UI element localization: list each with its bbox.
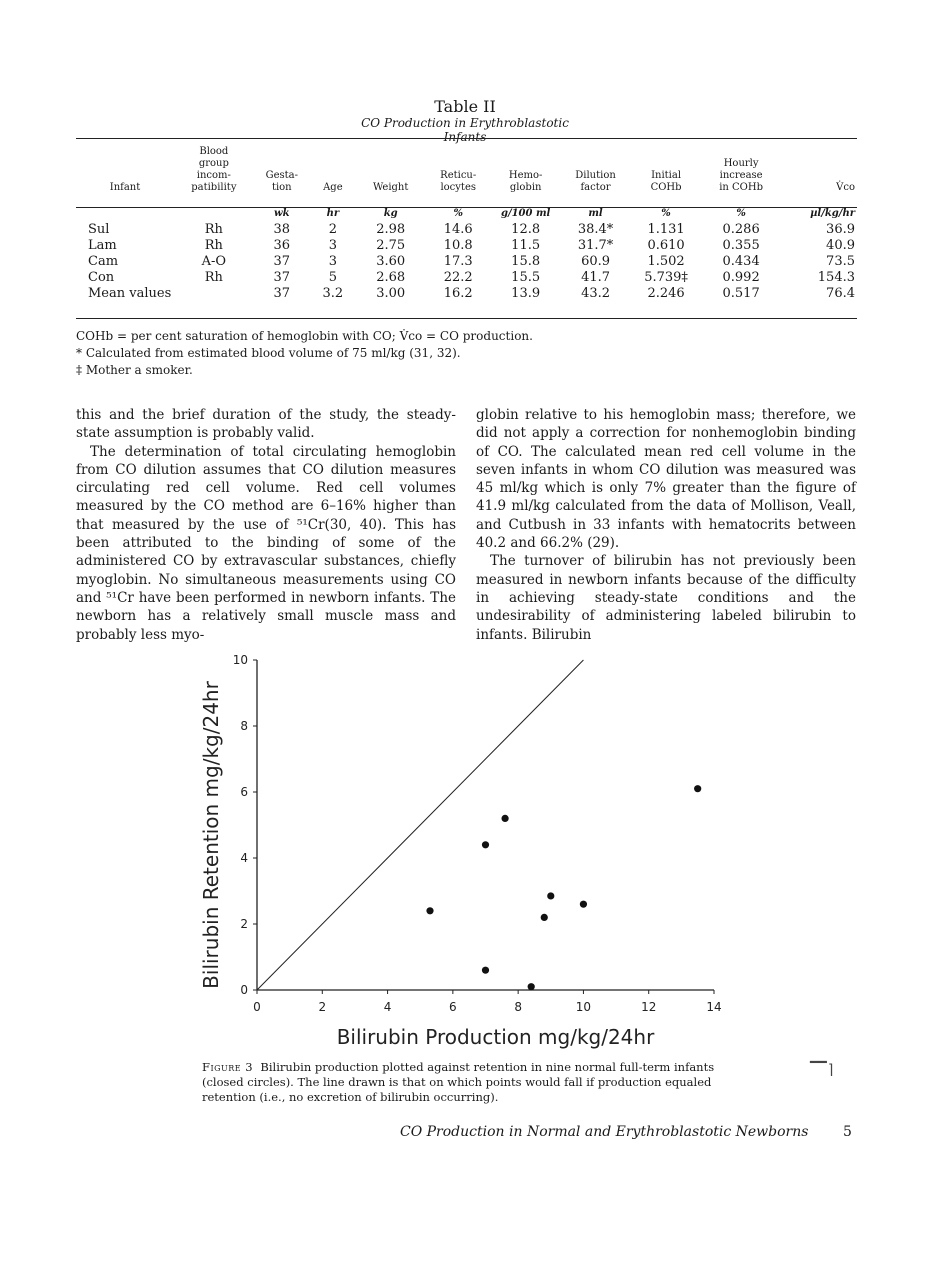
table-cell: 60.9	[581, 254, 611, 269]
figure-label: Figure 3	[202, 1060, 254, 1074]
unit-cell: %	[453, 208, 463, 219]
data-point	[482, 841, 489, 848]
page-number: 5	[843, 1124, 852, 1140]
y-axis-label: Bilirubin Retention mg/kg/24hr	[199, 681, 223, 989]
table-cell: 38	[273, 222, 291, 237]
column-header-line: incom-	[196, 170, 231, 181]
column-header-line: Age	[323, 182, 343, 193]
table-cell: Cam	[88, 254, 119, 269]
column-header-line: Weight	[372, 182, 409, 193]
table-cell: 1.131	[647, 222, 685, 237]
table-footnotes	[76, 328, 533, 379]
column-header-line: Gesta-	[265, 170, 298, 181]
table-cell: 36	[273, 238, 291, 253]
paragraph: globin relative to his hemoglobin mass; therefore, we did not apply a correction for nonhemoglobin binding of CO. The calculated mean red cell volume in the seven infants in whom CO dilution was measured was 45 ml/kg which is only 7% greater than the figure of 41.9 ml/kg calculated from the data of Mollison, Veall, and Cutbush in 33 infants with hematocrits between 40.2 and 66.2% (29).	[476, 407, 856, 552]
data-point	[580, 901, 587, 908]
y-tick-label: 2	[240, 917, 248, 931]
running-head: CO Production in Normal and Erythroblastotic Newborns	[400, 1124, 809, 1140]
column-header-line: factor	[580, 182, 611, 193]
table-cell	[174, 286, 254, 302]
unit-cell: wk	[274, 208, 290, 219]
table-cell: 12.8	[511, 222, 541, 237]
table-cell: 2	[328, 222, 337, 237]
table-cell: 16.2	[443, 286, 473, 301]
table-cell: 2.246	[647, 286, 685, 301]
data-point	[501, 815, 508, 822]
column-header-line: COHb	[650, 182, 682, 193]
unit-cell: %	[661, 208, 671, 219]
column-header-line: Infant	[109, 182, 141, 193]
x-axis-label: Bilirubin Production mg/kg/24hr	[336, 1025, 655, 1049]
x-tick-label: 8	[514, 1000, 522, 1014]
table-cell: 3.00	[376, 286, 406, 301]
table-cell: 31.7*	[577, 238, 614, 253]
x-tick-label: 2	[318, 1000, 327, 1014]
table-cell: Mean values	[88, 286, 172, 301]
unit-cell: ml	[588, 208, 603, 219]
table-cell: 76.4	[826, 286, 855, 301]
y-tick-label: 8	[240, 719, 248, 733]
column-header-line: increase	[719, 170, 763, 181]
column-header-line: patibility	[191, 182, 237, 193]
data-point	[694, 785, 701, 792]
column-header-line: Hourly	[723, 158, 759, 169]
table-cell: 154.3	[817, 270, 855, 285]
column-header-line: Reticu-	[440, 170, 477, 181]
column-header-line: Initial	[651, 170, 682, 181]
column-header-line: locytes	[440, 182, 476, 193]
column-header	[781, 144, 857, 200]
table-cell: 2.98	[376, 222, 406, 237]
y-tick-label: 10	[232, 653, 248, 667]
table-cell: 14.6	[443, 222, 473, 237]
y-tick-label: 6	[240, 785, 248, 799]
unit-cell: kg	[383, 208, 398, 219]
unit-cell: hr	[326, 208, 340, 219]
table-cell: 11.5	[511, 238, 541, 253]
table-row	[76, 238, 857, 254]
table-cell: 1.502	[647, 254, 685, 269]
body-column-left	[76, 406, 456, 644]
table-cell: 0.992	[722, 270, 760, 285]
column-header-line: Dilution	[575, 170, 616, 181]
table-cell: Lam	[88, 238, 117, 253]
table-cell: 10.8	[443, 238, 473, 253]
table-cell: 0.434	[722, 254, 760, 269]
table-top-rule	[76, 138, 857, 139]
column-header	[701, 144, 780, 200]
column-header	[491, 144, 560, 200]
table-title: CO Production in Erythroblastotic Infants	[361, 116, 569, 144]
column-header	[560, 144, 630, 200]
column-header-line: Hemo-	[508, 170, 543, 181]
table-cell: 37	[273, 254, 291, 269]
y-tick-label: 0	[240, 983, 248, 997]
column-header-line: tion	[271, 182, 292, 193]
table-cell: 3.2	[322, 286, 344, 301]
data-point	[547, 892, 554, 899]
table-cell: 15.8	[511, 254, 541, 269]
table-cell: 5	[328, 270, 337, 285]
table-cell: 5.739‡	[644, 270, 688, 285]
data-point	[426, 907, 433, 914]
column-header-line: globin	[509, 182, 542, 193]
footnote-dagger: ‡ Mother a smoker.	[76, 363, 193, 377]
body-column-right	[476, 406, 856, 644]
column-header	[356, 144, 426, 200]
x-tick-label: 14	[706, 1000, 722, 1014]
column-header	[174, 144, 254, 200]
table-cell: 41.7	[581, 270, 611, 285]
column-header	[310, 144, 356, 200]
column-header	[426, 144, 491, 200]
unit-cell: µl/kg/hr	[810, 208, 855, 219]
table-cell: 73.5	[826, 254, 855, 269]
table-cell: Rh	[204, 222, 223, 237]
table-cell: Sul	[88, 222, 110, 237]
co-production-table	[76, 144, 857, 302]
units-row	[76, 200, 857, 222]
paragraph: this and the brief duration of the study, the steady-state assumption is probably valid.	[76, 407, 456, 442]
x-tick-label: 12	[641, 1000, 657, 1014]
table-cell: 2.75	[376, 238, 406, 253]
paragraph: The turnover of bilirubin has not previously been measured in newborn infants because of the difficulty in achieving steady-state conditions and the undesirability of administering labeled bilirubin to infants. Bilirubin	[476, 553, 856, 643]
table-cell: 13.9	[511, 286, 541, 301]
column-header-line: group	[198, 158, 229, 169]
scan-mark: ▔▔⌉	[810, 1062, 836, 1078]
table-bottom-rule	[76, 318, 857, 319]
table-label: Table II	[434, 97, 496, 116]
x-tick-label: 6	[449, 1000, 457, 1014]
table-row	[76, 270, 857, 286]
table-cell: 43.2	[581, 286, 611, 301]
data-point	[528, 983, 535, 990]
table-cell: Rh	[204, 270, 223, 285]
column-header	[254, 144, 310, 200]
table-cell: 37	[273, 286, 291, 301]
table-cell: 2.68	[376, 270, 406, 285]
footnote-asterisk: * Calculated from estimated blood volume of 75 ml/kg (31, 32).	[76, 346, 461, 360]
table-row	[76, 222, 857, 238]
column-header-line: V̇co	[836, 182, 855, 193]
data-point	[482, 967, 489, 974]
bilirubin-scatter-chart	[190, 650, 750, 1055]
column-header-line: Blood	[199, 146, 229, 157]
table-cell: 0.286	[722, 222, 760, 237]
table-cell: 3	[328, 238, 337, 253]
table-cell: 0.610	[647, 238, 685, 253]
data-point	[541, 914, 548, 921]
y-tick-label: 4	[240, 851, 248, 865]
table-cell: Con	[88, 270, 115, 285]
unit-cell	[76, 200, 174, 222]
figure-caption-text: Bilirubin production plotted against retention in nine normal full-term infants (closed circles). The line drawn is that on which points would fall if production equaled retention (i.e., no excretion of bilirubin occurring).	[202, 1060, 715, 1104]
table-cell: 3.60	[376, 254, 406, 269]
column-header-line: in COHb	[719, 182, 763, 193]
table-cell: 15.5	[511, 270, 541, 285]
footnote-abbrev: COHb = per cent saturation of hemoglobin with CO; V̇co = CO production.	[76, 329, 533, 343]
unit-cell	[174, 200, 254, 222]
table-header-row	[76, 144, 857, 200]
table-cell: 37	[273, 270, 291, 285]
table-row	[76, 286, 857, 302]
table-cell: Rh	[204, 238, 223, 253]
column-header	[76, 144, 174, 200]
table-cell: 3	[328, 254, 337, 269]
unit-cell: %	[736, 208, 746, 219]
x-tick-label: 10	[575, 1000, 592, 1014]
table-row	[76, 254, 857, 270]
table-cell: 0.517	[722, 286, 760, 301]
paragraph: The determination of total circulating hemoglobin from CO dilution assumes that CO dilution measures circulating red cell volume. Red cell volumes measured by the CO method are 6–16% higher than that measured by the use of ⁵¹Cr(30, 40). This has been attributed to the binding of some of the administered CO by extravascular substances, chiefly myoglobin. No simultaneous measurements using CO and ⁵¹Cr have been performed in newborn infants. The newborn has a relatively small muscle mass and probably less myo-	[76, 443, 456, 643]
table-cell: 38.4*	[577, 222, 614, 237]
x-tick-label: 4	[383, 1000, 392, 1014]
table-cell: 40.9	[826, 238, 855, 253]
table-cell: 22.2	[443, 270, 473, 285]
table-cell: 0.355	[722, 238, 760, 253]
x-tick-label: 0	[253, 1000, 261, 1014]
table-cell: A-O	[201, 254, 227, 269]
identity-line	[257, 660, 583, 990]
unit-cell: g/100 ml	[500, 208, 551, 219]
column-header	[631, 144, 702, 200]
figure-caption	[202, 1060, 732, 1105]
table-cell: 36.9	[826, 222, 855, 237]
table-cell: 17.3	[443, 254, 473, 269]
